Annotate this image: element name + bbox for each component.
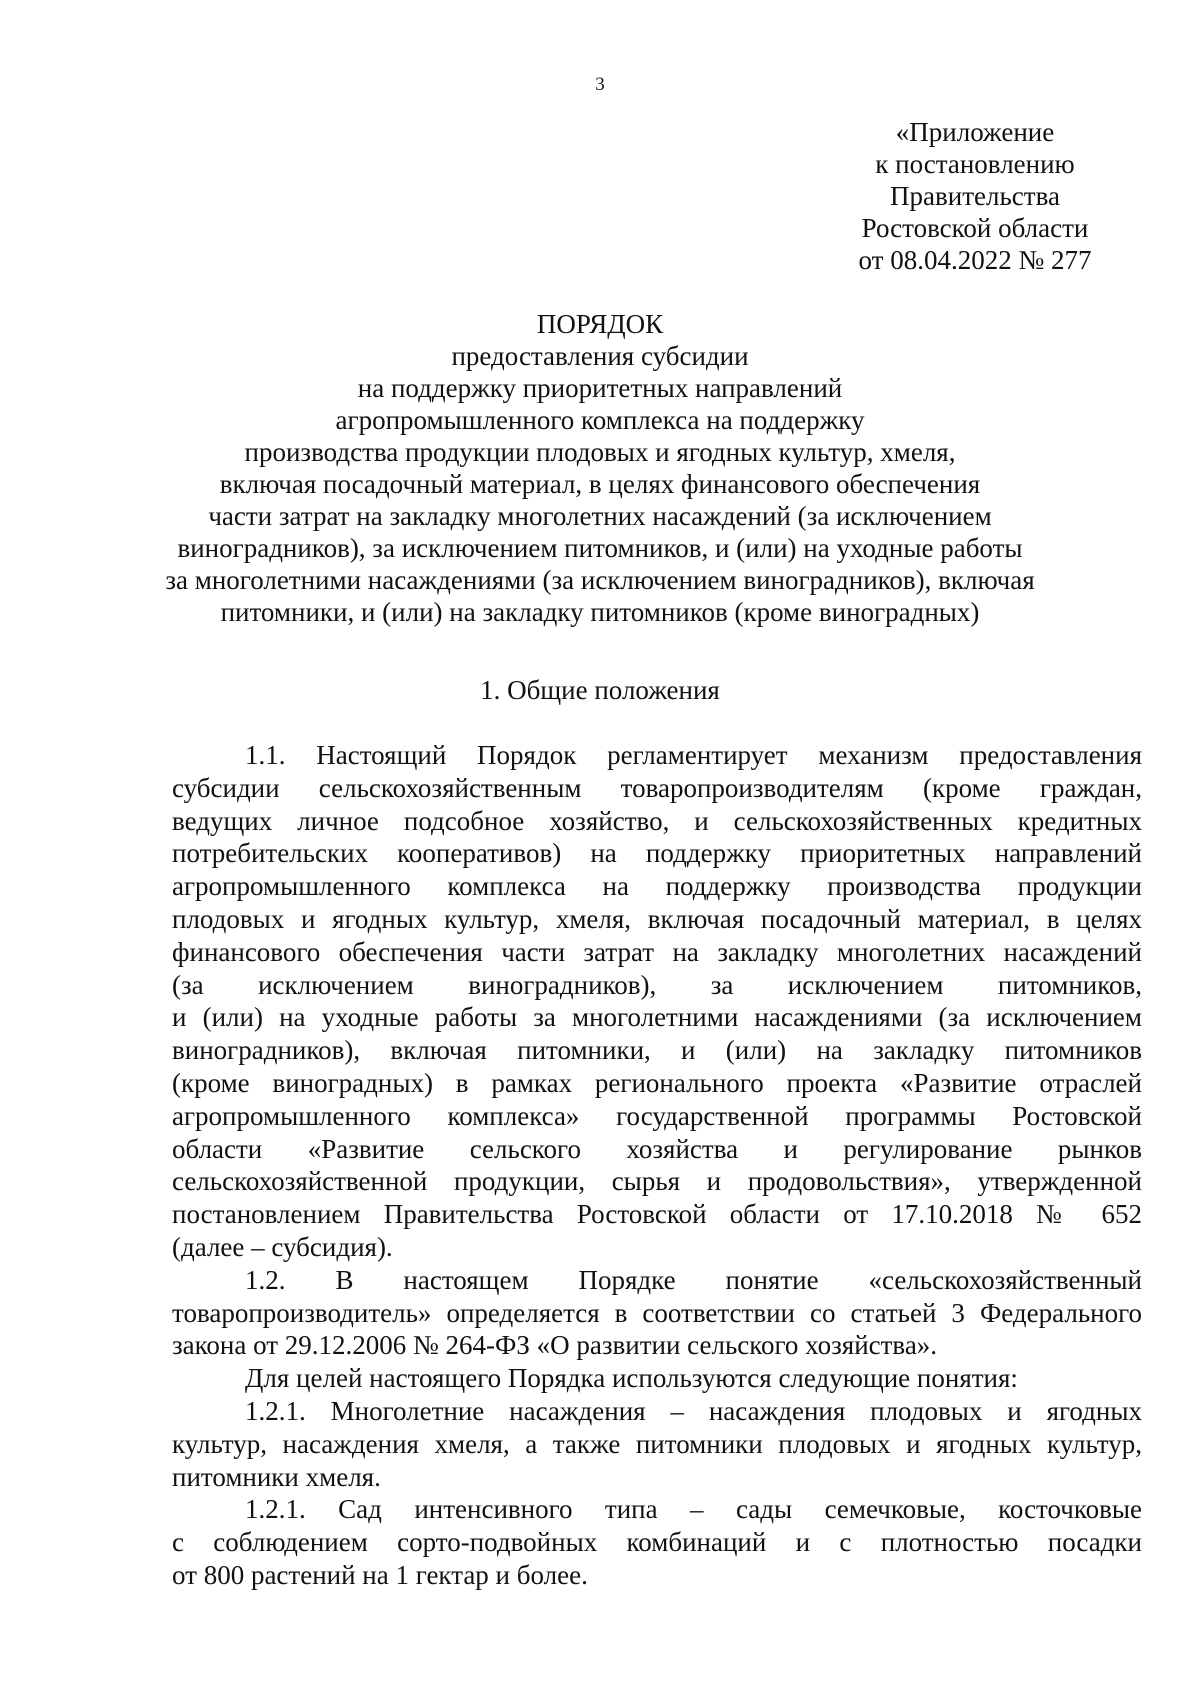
body-line: 1.2. В настоящем Порядке понятие «сельскохозяйственный xyxy=(245,1264,1142,1295)
body-line: субсидии сельскохозяйственным товаропроизводителям (кроме граждан, xyxy=(172,772,1142,803)
body-line: финансового обеспечения части затрат на закладку многолетних насаждений xyxy=(172,936,1142,967)
body-line: области «Развитие сельского хозяйства и регулирование рынков xyxy=(172,1133,1142,1164)
body-line: виноградников), включая питомники, и (или) на закладку питомников xyxy=(172,1035,1142,1066)
title-line: ПОРЯДОК xyxy=(536,309,664,339)
body-line: питомники хмеля. xyxy=(172,1461,381,1492)
title-line: агропромышленного комплекса на поддержку xyxy=(335,405,865,435)
body-line: (кроме виноградных) в рамках регионального проекта «Развитие отраслей xyxy=(172,1067,1142,1098)
page-number: 3 xyxy=(595,74,605,95)
body-line: 1.2.1. Сад интенсивного типа – сады семечковые, косточковые xyxy=(245,1494,1142,1525)
title-line: производства продукции плодовых и ягодных культур, хмеля, xyxy=(244,437,956,467)
title-line: предоставления субсидии xyxy=(451,341,749,371)
title-line: включая посадочный материал, в целях финансового обеспечения xyxy=(219,469,981,499)
body-line: плодовых и ягодных культур, хмеля, включая посадочный материал, в целях xyxy=(172,903,1142,934)
title-line: части затрат на закладку многолетних насаждений (за исключением xyxy=(208,501,992,531)
body-line: закона от 29.12.2006 № 264-ФЗ «О развитии сельского хозяйства». xyxy=(172,1330,938,1361)
section-heading: 1. Общие положения xyxy=(480,675,720,705)
body-line: Для целей настоящего Порядка используются следующие понятия: xyxy=(245,1363,1018,1394)
body-line: от 800 растений на 1 гектар и более. xyxy=(172,1559,588,1590)
body-line: 1.1. Настоящий Порядок регламентирует механизм предоставления xyxy=(245,740,1142,770)
title-line: на поддержку приоритетных направлений xyxy=(357,373,843,403)
body-line: потребительских кооперативов) на поддержку приоритетных направлений xyxy=(172,838,1142,869)
title-line: виноградников), за исключением питомников, и (или) на уходные работы xyxy=(177,533,1023,563)
body-line: 1.2.1. Многолетние насаждения – насаждения плодовых и ягодных xyxy=(245,1395,1142,1426)
body-line: сельскохозяйственной продукции, сырья и продовольствия», утвержденной xyxy=(172,1166,1142,1197)
body-line: культур, насаждения хмеля, а также питомники плодовых и ягодных культур, xyxy=(172,1428,1142,1459)
appendix-line: «Приложение xyxy=(895,117,1055,147)
body-line: (за исключением виноградников), за исключением питомников, xyxy=(172,969,1142,1000)
body-line: ведущих личное подсобное хозяйство, и сельскохозяйственных кредитных xyxy=(172,805,1142,836)
body-line: с соблюдением сорто-подвойных комбинаций и с плотностью посадки xyxy=(172,1527,1142,1558)
title-line: за многолетними насаждениями (за исключением виноградников), включая xyxy=(165,565,1035,595)
title-line: питомники, и (или) на закладку питомников (кроме виноградных) xyxy=(220,597,980,627)
appendix-line: Ростовской области xyxy=(861,213,1089,243)
appendix-reference xyxy=(800,116,1150,276)
appendix-line: от 08.04.2022 № 277 xyxy=(858,245,1092,275)
document-title xyxy=(150,308,1050,628)
appendix-line: Правительства xyxy=(890,181,1060,211)
body-line: товаропроизводитель» определяется в соответствии со статьей 3 Федерального xyxy=(172,1297,1142,1328)
body-line: агропромышленного комплекса на поддержку производства продукции xyxy=(172,871,1142,902)
body-line: постановлением Правительства Ростовской области от 17.10.2018 № 652 xyxy=(172,1199,1142,1230)
appendix-line: к постановлению xyxy=(875,149,1075,179)
body-line: (далее – субсидия). xyxy=(172,1231,393,1262)
body-line: агропромышленного комплекса» государственной программы Ростовской xyxy=(172,1100,1142,1131)
body-line: и (или) на уходные работы за многолетними насаждениями (за исключением xyxy=(172,1002,1142,1033)
document-body xyxy=(172,739,1142,1592)
